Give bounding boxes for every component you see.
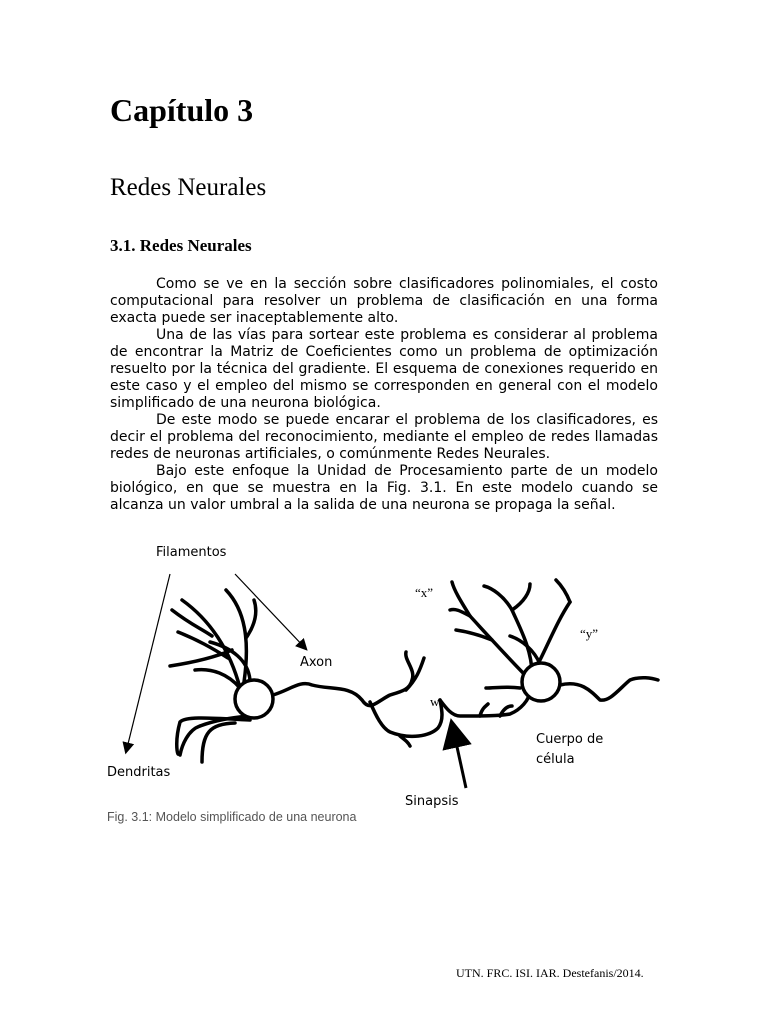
paragraph: De este modo se puede encarar el problema de los clasificadores, es decir el problema del reconocimiento, mediante el empleo de redes llamadas redes de neuronas artificiales, o comúnmente Redes Neurales. <box>110 412 658 462</box>
label-cuerpo-1: Cuerpo de <box>536 732 604 747</box>
neuron-diagram <box>100 540 680 820</box>
neuron-2-body <box>522 663 560 701</box>
chapter-title: Redes Neurales <box>110 174 267 201</box>
paragraph: Una de las vías para sortear este problema es considerar al problema de encontrar la Matriz de Coeficientes como un problema de optimización resuelto por la técnica del gradiente. El esquema de conexiones requerido en este caso y el empleo del mismo se corresponden en general con el modelo simplificado de una neurona biológica. <box>110 327 658 411</box>
neuron-1-dendrites <box>170 590 256 762</box>
neuron-figure <box>100 540 680 820</box>
axon <box>273 652 413 706</box>
paragraph: Como se ve en la sección sobre clasificadores polinomiales, el costo computacional para resolver un problema de clasificación en una forma exacta puede ser inaceptablemente alto. <box>110 276 658 326</box>
paragraph: Bajo este enfoque la Unidad de Procesamiento parte de un modelo biológico, en que se muestra en la Fig. 3.1. En este modelo cuando se alcanza un valor umbral a la salida de una neurona se propaga la señal. <box>110 463 658 513</box>
body-text <box>110 276 658 514</box>
label-dendritas: Dendritas <box>107 765 171 780</box>
label-axon: Axon <box>300 655 333 670</box>
sinapsis-arrow <box>452 724 466 788</box>
label-cuerpo-2: célula <box>536 752 575 767</box>
page-footer: UTN. FRC. ISI. IAR. Destefanis/2014. <box>456 966 644 980</box>
chapter-heading: Capítulo 3 <box>110 92 254 128</box>
filamentos-arrow-1 <box>126 574 170 752</box>
section-heading: 3.1. Redes Neurales <box>110 236 252 255</box>
label-y: “y” <box>580 626 599 641</box>
label-w: w <box>430 694 440 709</box>
label-sinapsis: Sinapsis <box>405 794 459 809</box>
label-x: “x” <box>415 585 434 600</box>
neuron-1-body <box>235 680 273 718</box>
figure-caption: Fig. 3.1: Modelo simplificado de una neurona <box>107 810 357 824</box>
label-filamentos: Filamentos <box>156 545 227 560</box>
